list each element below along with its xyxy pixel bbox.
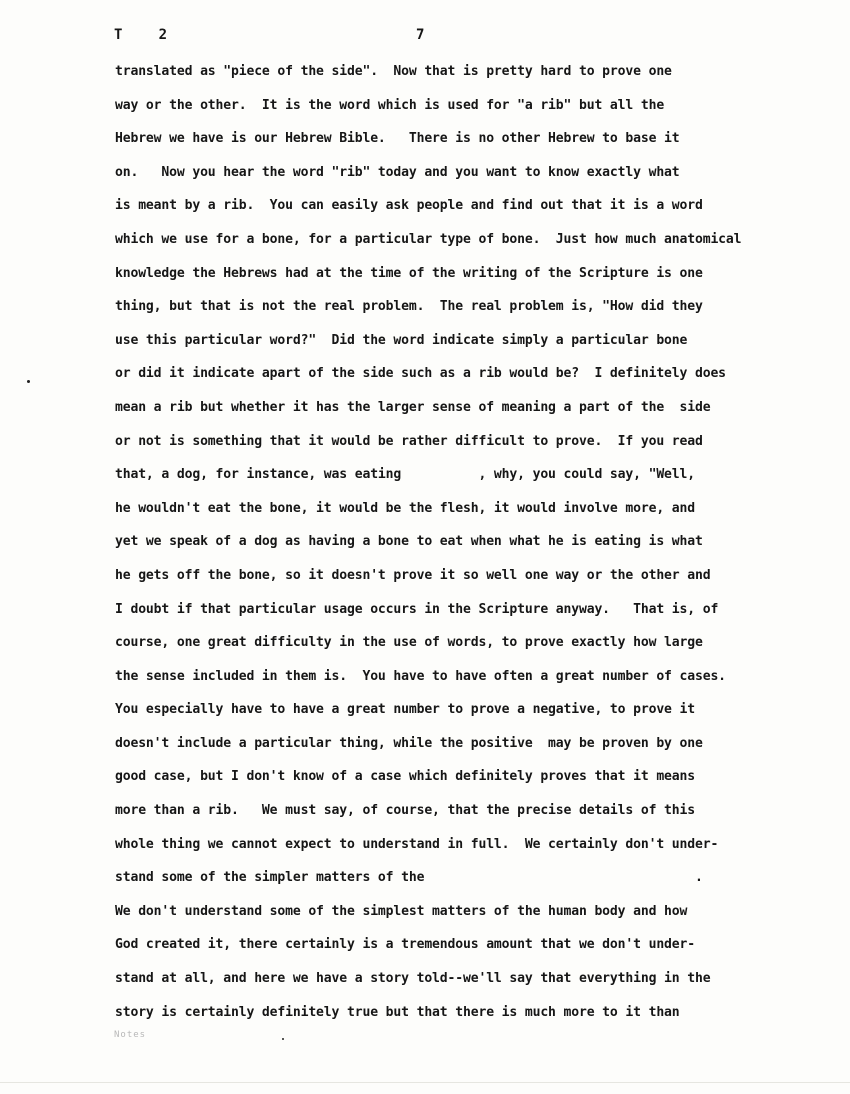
ink-speck: [282, 1038, 284, 1040]
page-header-label: T 2: [114, 27, 168, 43]
text-line: We don't understand some of the simplest matters of the human body and how: [115, 903, 688, 919]
text-line: he wouldn't eat the bone, it would be the flesh, it would involve more, and: [115, 500, 695, 516]
text-line: I doubt if that particular usage occurs in the Scripture anyway. That is, of: [115, 601, 719, 617]
text-line: Hebrew we have is our Hebrew Bible. There is no other Hebrew to base it: [115, 131, 680, 147]
text-line: mean a rib but whether it has the larger sense of meaning a part of the side: [115, 399, 711, 415]
body-text: [115, 61, 815, 1035]
text-line: whole thing we cannot expect to understand in full. We certainly don't under-: [115, 836, 719, 852]
text-line: God created it, there certainly is a tremendous amount that we don't under-: [115, 937, 695, 953]
text-line: the sense included in them is. You have to have often a great number of cases.: [115, 668, 726, 684]
text-line: more than a rib. We must say, of course, that the precise details of this: [115, 803, 695, 819]
text-line: good case, but I don't know of a case which definitely proves that it means: [115, 769, 695, 785]
text-line: course, one great difficulty in the use of words, to prove exactly how large: [115, 635, 703, 651]
text-line: is meant by a rib. You can easily ask people and find out that it is a word: [115, 198, 703, 214]
text-line: on. Now you hear the word "rib" today and you want to know exactly what: [115, 164, 680, 180]
text-line: translated as "piece of the side". Now that is pretty hard to prove one: [115, 64, 672, 79]
text-line: that, a dog, for instance, was eating , why, you could say, "Well,: [115, 467, 695, 483]
text-line: or did it indicate apart of the side such as a rib would be? I definitely does: [115, 366, 726, 382]
page-edge-line: [0, 1082, 850, 1083]
text-line: You especially have to have a great number to prove a negative, to prove it: [115, 702, 695, 718]
text-line: knowledge the Hebrews had at the time of the writing of the Scripture is one: [115, 265, 703, 281]
text-line: which we use for a bone, for a particular type of bone. Just how much anatomical: [115, 231, 742, 247]
page-number: 7: [416, 27, 425, 43]
text-line: he gets off the bone, so it doesn't prove it so well one way or the other and: [115, 567, 711, 583]
text-line: doesn't include a particular thing, while the positive may be proven by one: [115, 735, 703, 751]
text-line: use this particular word?" Did the word indicate simply a particular bone: [115, 332, 688, 348]
text-line: way or the other. It is the word which is used for "a rib" but all the: [115, 97, 665, 113]
text-line: stand at all, and here we have a story told--we'll say that everything in the: [115, 971, 711, 987]
ink-speck: [27, 380, 30, 383]
text-line: stand some of the simpler matters of the .: [115, 870, 703, 886]
text-line: or not is something that it would be rather difficult to prove. If you read: [115, 433, 703, 449]
faint-footer-text: Notes: [114, 1030, 147, 1040]
text-line: yet we speak of a dog as having a bone to eat when what he is eating is what: [115, 534, 703, 550]
text-line: story is certainly definitely true but that there is much more to it than: [115, 1004, 680, 1020]
text-line: thing, but that is not the real problem. The real problem is, "How did they: [115, 299, 703, 315]
